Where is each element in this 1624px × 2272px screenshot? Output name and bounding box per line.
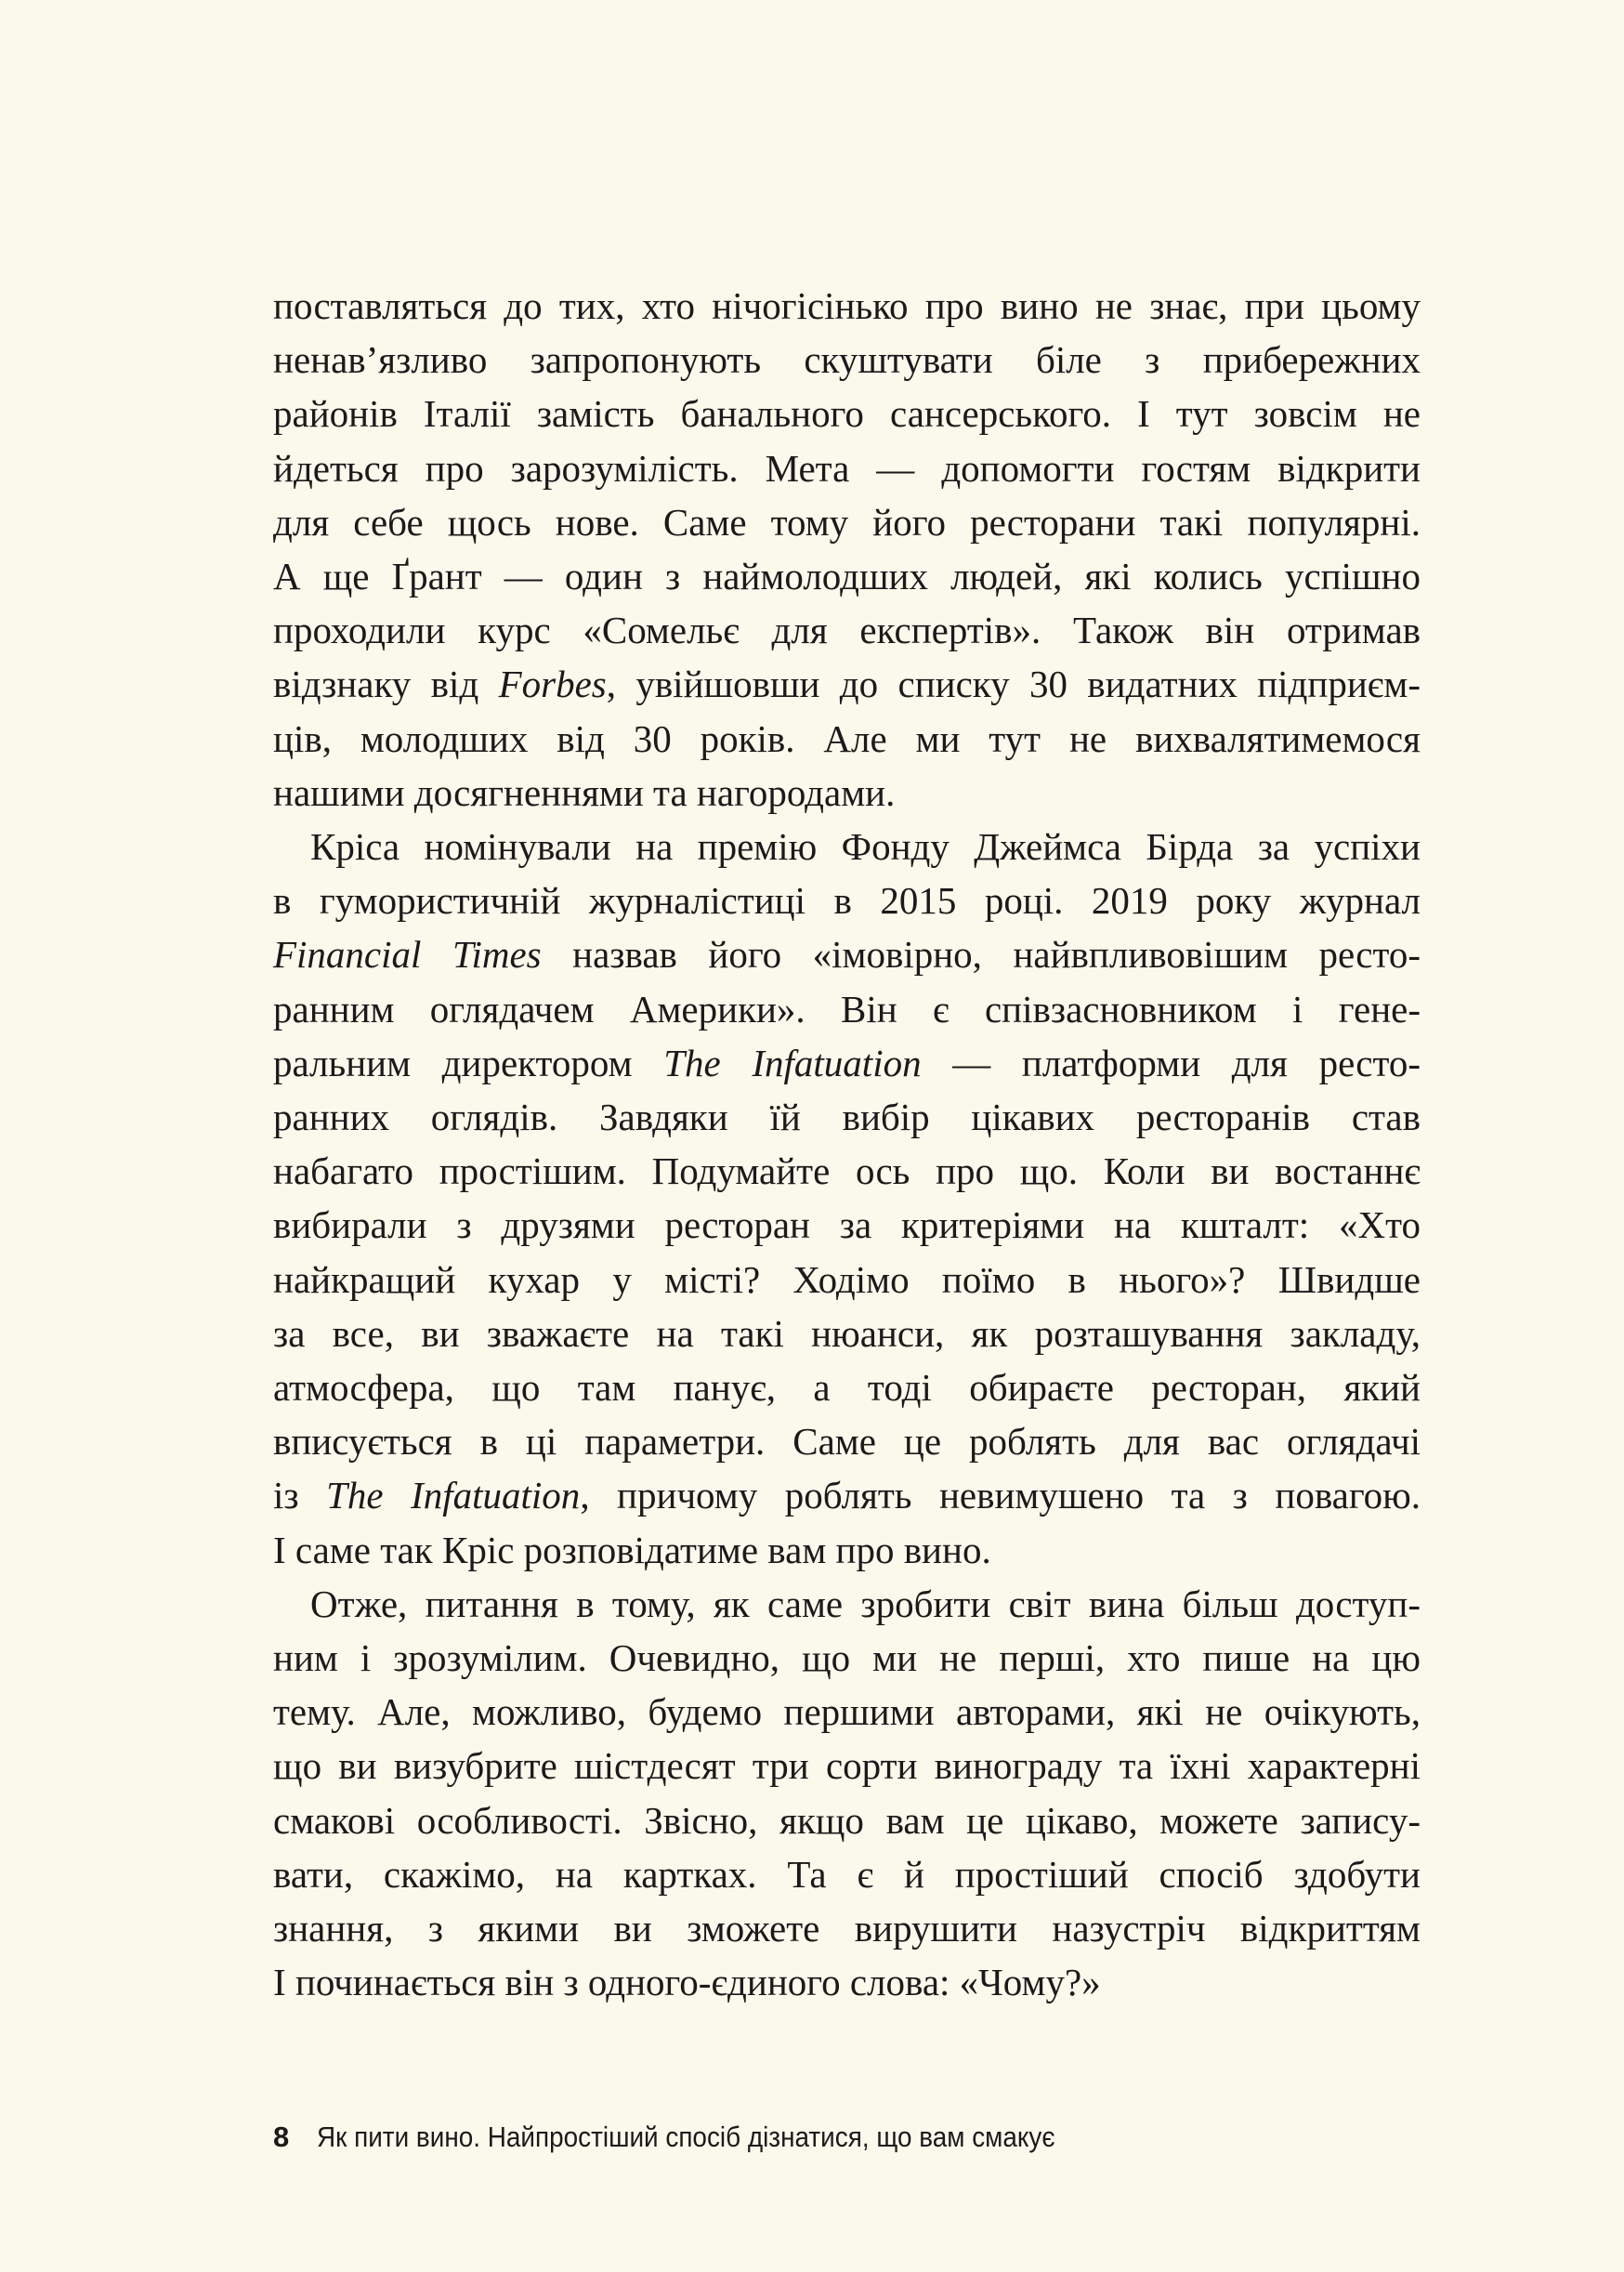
text-segment: Отже, питання в тому, як саме зробити світ вина більш доступ-	[310, 1582, 1421, 1625]
text-segment: тему. Але, можливо, будемо першими авторами, які не очікують,	[273, 1690, 1421, 1734]
text-line	[273, 982, 1421, 1036]
text-segment: А ще Ґрант — один з наймолодших людей, які колись успішно	[273, 555, 1421, 598]
text-segment: із	[273, 1474, 327, 1517]
text-segment: вати, скажімо, на картках. Та є й простіший спосіб здобути	[273, 1852, 1421, 1896]
text-line	[273, 441, 1421, 495]
text-segment: йдеться про зарозумілість. Мета — допомогти гостям відкрити	[273, 446, 1421, 490]
text-segment: в гумористичній журналістиці в 2015 році. 2019 року журнал	[273, 879, 1421, 923]
text-line	[273, 1198, 1421, 1252]
text-line	[273, 1577, 1421, 1631]
text-line	[273, 1955, 1421, 2009]
text-line	[273, 603, 1421, 657]
italic-title: Forbes	[498, 663, 607, 706]
text-line	[273, 1253, 1421, 1307]
page-number: 8	[273, 2121, 290, 2153]
text-segment: набагато простішим. Подумайте ось про що. Коли ви востаннє	[273, 1149, 1421, 1193]
text-line	[273, 766, 1421, 820]
page-footer	[273, 2121, 1137, 2154]
text-segment: вписується в ці параметри. Саме це роблять для вас оглядачі	[273, 1420, 1421, 1464]
text-segment: відзнаку від	[273, 663, 499, 706]
text-line	[273, 712, 1421, 766]
text-line	[273, 873, 1421, 927]
text-segment: ців, молодших від 30 років. Але ми тут не вихвалятимемося	[273, 716, 1421, 760]
text-segment: ненав’язливо запропонують скуштувати біле з прибережних	[273, 338, 1421, 382]
text-line	[273, 657, 1421, 711]
italic-title: Financial Times	[273, 933, 542, 977]
text-line	[273, 1036, 1421, 1090]
text-segment: для себе щось нове. Саме тому його ресторани такі популярні.	[273, 500, 1421, 544]
text-segment: проходили курс «Сомельє для експертів». Також він отримав	[273, 609, 1421, 652]
text-segment: ранним оглядачем Америки». Він є співзасновником і гене-	[273, 987, 1421, 1031]
text-line	[273, 279, 1421, 333]
text-line	[273, 1523, 1421, 1577]
text-line	[273, 1847, 1421, 1901]
text-line	[273, 549, 1421, 603]
text-segment: Кріса номінували на премію Фонду Джеймса Бірда за успіхи	[310, 825, 1421, 869]
text-segment: назвав його «імовірно, найвпливовішим ресто-	[541, 933, 1421, 977]
text-line	[273, 1631, 1421, 1685]
text-line	[273, 1901, 1421, 1955]
text-segment: І саме так Кріс розповідатиме вам про вино.	[273, 1528, 991, 1571]
text-segment: найкращий кухар у місті? Ходімо поїмо в нього»? Швидше	[273, 1257, 1421, 1301]
paragraph	[273, 279, 1421, 820]
text-segment: ним і зрозумілим. Очевидно, що ми не перші, хто пише на цю	[273, 1636, 1421, 1680]
running-title: Як пити вино. Найпростіший спосіб дізнатися, що вам смакує	[317, 2121, 1055, 2153]
text-line	[273, 1739, 1421, 1793]
body-text	[273, 279, 1421, 2010]
text-segment: , увійшовши до списку 30 видатних підприєм-	[606, 663, 1421, 706]
text-line	[273, 333, 1421, 387]
text-line	[273, 1414, 1421, 1468]
text-line	[273, 1685, 1421, 1739]
text-segment: ранних оглядів. Завдяки їй вибір цікавих ресторанів став	[273, 1096, 1421, 1139]
text-line	[273, 1793, 1421, 1847]
text-segment: ральним директором	[273, 1041, 664, 1084]
italic-title: The Infatuation	[326, 1474, 581, 1517]
paragraph	[273, 820, 1421, 1577]
text-line	[273, 1307, 1421, 1360]
text-segment: атмосфера, що там панує, а тоді обираєте ресторан, який	[273, 1366, 1421, 1410]
text-line	[273, 1144, 1421, 1198]
text-line	[273, 927, 1421, 981]
text-line	[273, 820, 1421, 873]
text-segment: районів Італії замість банального сансерського. І тут зовсім не	[273, 392, 1421, 436]
text-segment: вибирали з друзями ресторан за критеріями на кшталт: «Хто	[273, 1203, 1421, 1247]
text-line	[273, 1360, 1421, 1414]
text-segment: за все, ви зважаєте на такі нюанси, як розташування закладу,	[273, 1311, 1421, 1355]
text-line	[273, 1090, 1421, 1144]
text-segment: , причому роблять невимушено та з повагою.	[580, 1474, 1421, 1517]
text-line	[273, 1468, 1421, 1522]
text-segment: смакові особливості. Звісно, якщо вам це цікаво, можете запису-	[273, 1798, 1421, 1842]
text-segment: поставляться до тих, хто нічогісінько про вино не знає, при цьому	[273, 284, 1421, 327]
text-segment: що ви визубрите шістдесят три сорти винограду та їхні характерні	[273, 1744, 1421, 1788]
text-segment: — платформи для ресто-	[921, 1041, 1421, 1084]
paragraph	[273, 1577, 1421, 2010]
italic-title: The Infatuation	[663, 1041, 922, 1084]
text-line	[273, 495, 1421, 549]
text-segment: знання, з якими ви зможете вирушити назустріч відкриттям	[273, 1907, 1421, 1950]
text-line	[273, 387, 1421, 440]
text-segment: І починається він з одного-єдиного слова: «Чому?»	[273, 1961, 1101, 2004]
text-segment: нашими досягненнями та нагородами.	[273, 770, 896, 814]
